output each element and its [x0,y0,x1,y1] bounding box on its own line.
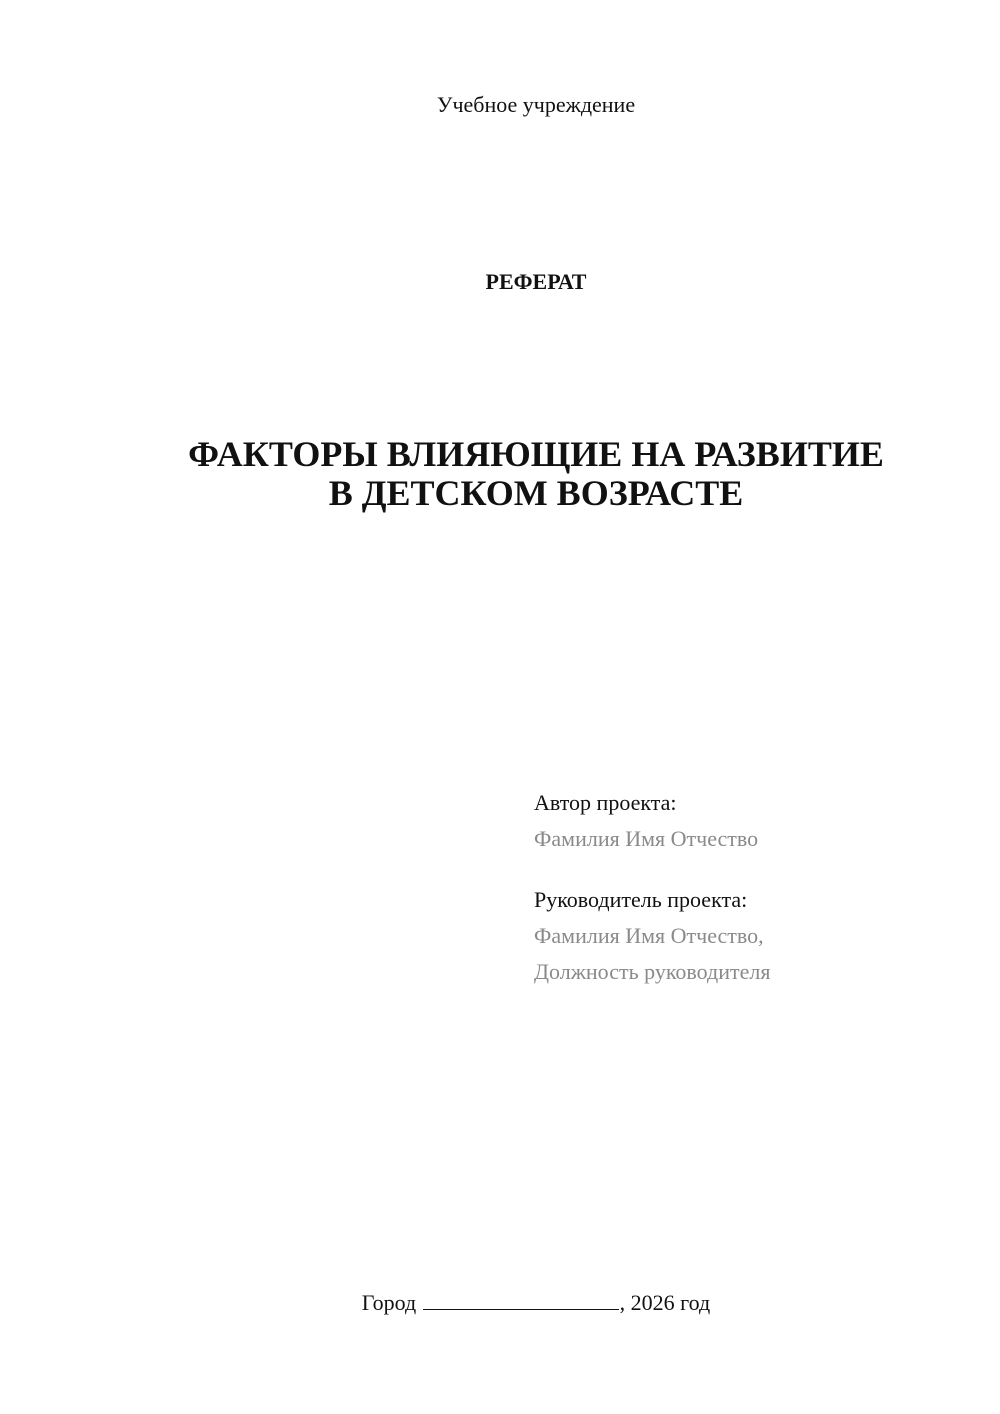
title-line-1: ФАКТОРЫ ВЛИЯЮЩИЕ НА РАЗВИТИЕ [188,434,884,474]
institution-name: Учебное учреждение [436,92,636,117]
supervisor-label: Руководитель проекта: [534,887,748,912]
document-type: РЕФЕРАТ [485,269,587,294]
credits-block [534,785,974,990]
supervisor-name: Фамилия Имя Отчество, [534,923,764,948]
supervisor-position: Должность руководителя [534,959,771,984]
city-label: Город [361,1290,417,1315]
year-text: , 2026 год [619,1290,711,1315]
city-year-line [0,1288,1000,1318]
city-blank-line [423,1289,619,1310]
author-label: Автор проекта: [534,790,677,815]
document-title [0,435,1000,513]
author-name: Фамилия Имя Отчество [534,826,759,851]
title-line-2: В ДЕТСКОМ ВОЗРАСТЕ [328,473,744,513]
